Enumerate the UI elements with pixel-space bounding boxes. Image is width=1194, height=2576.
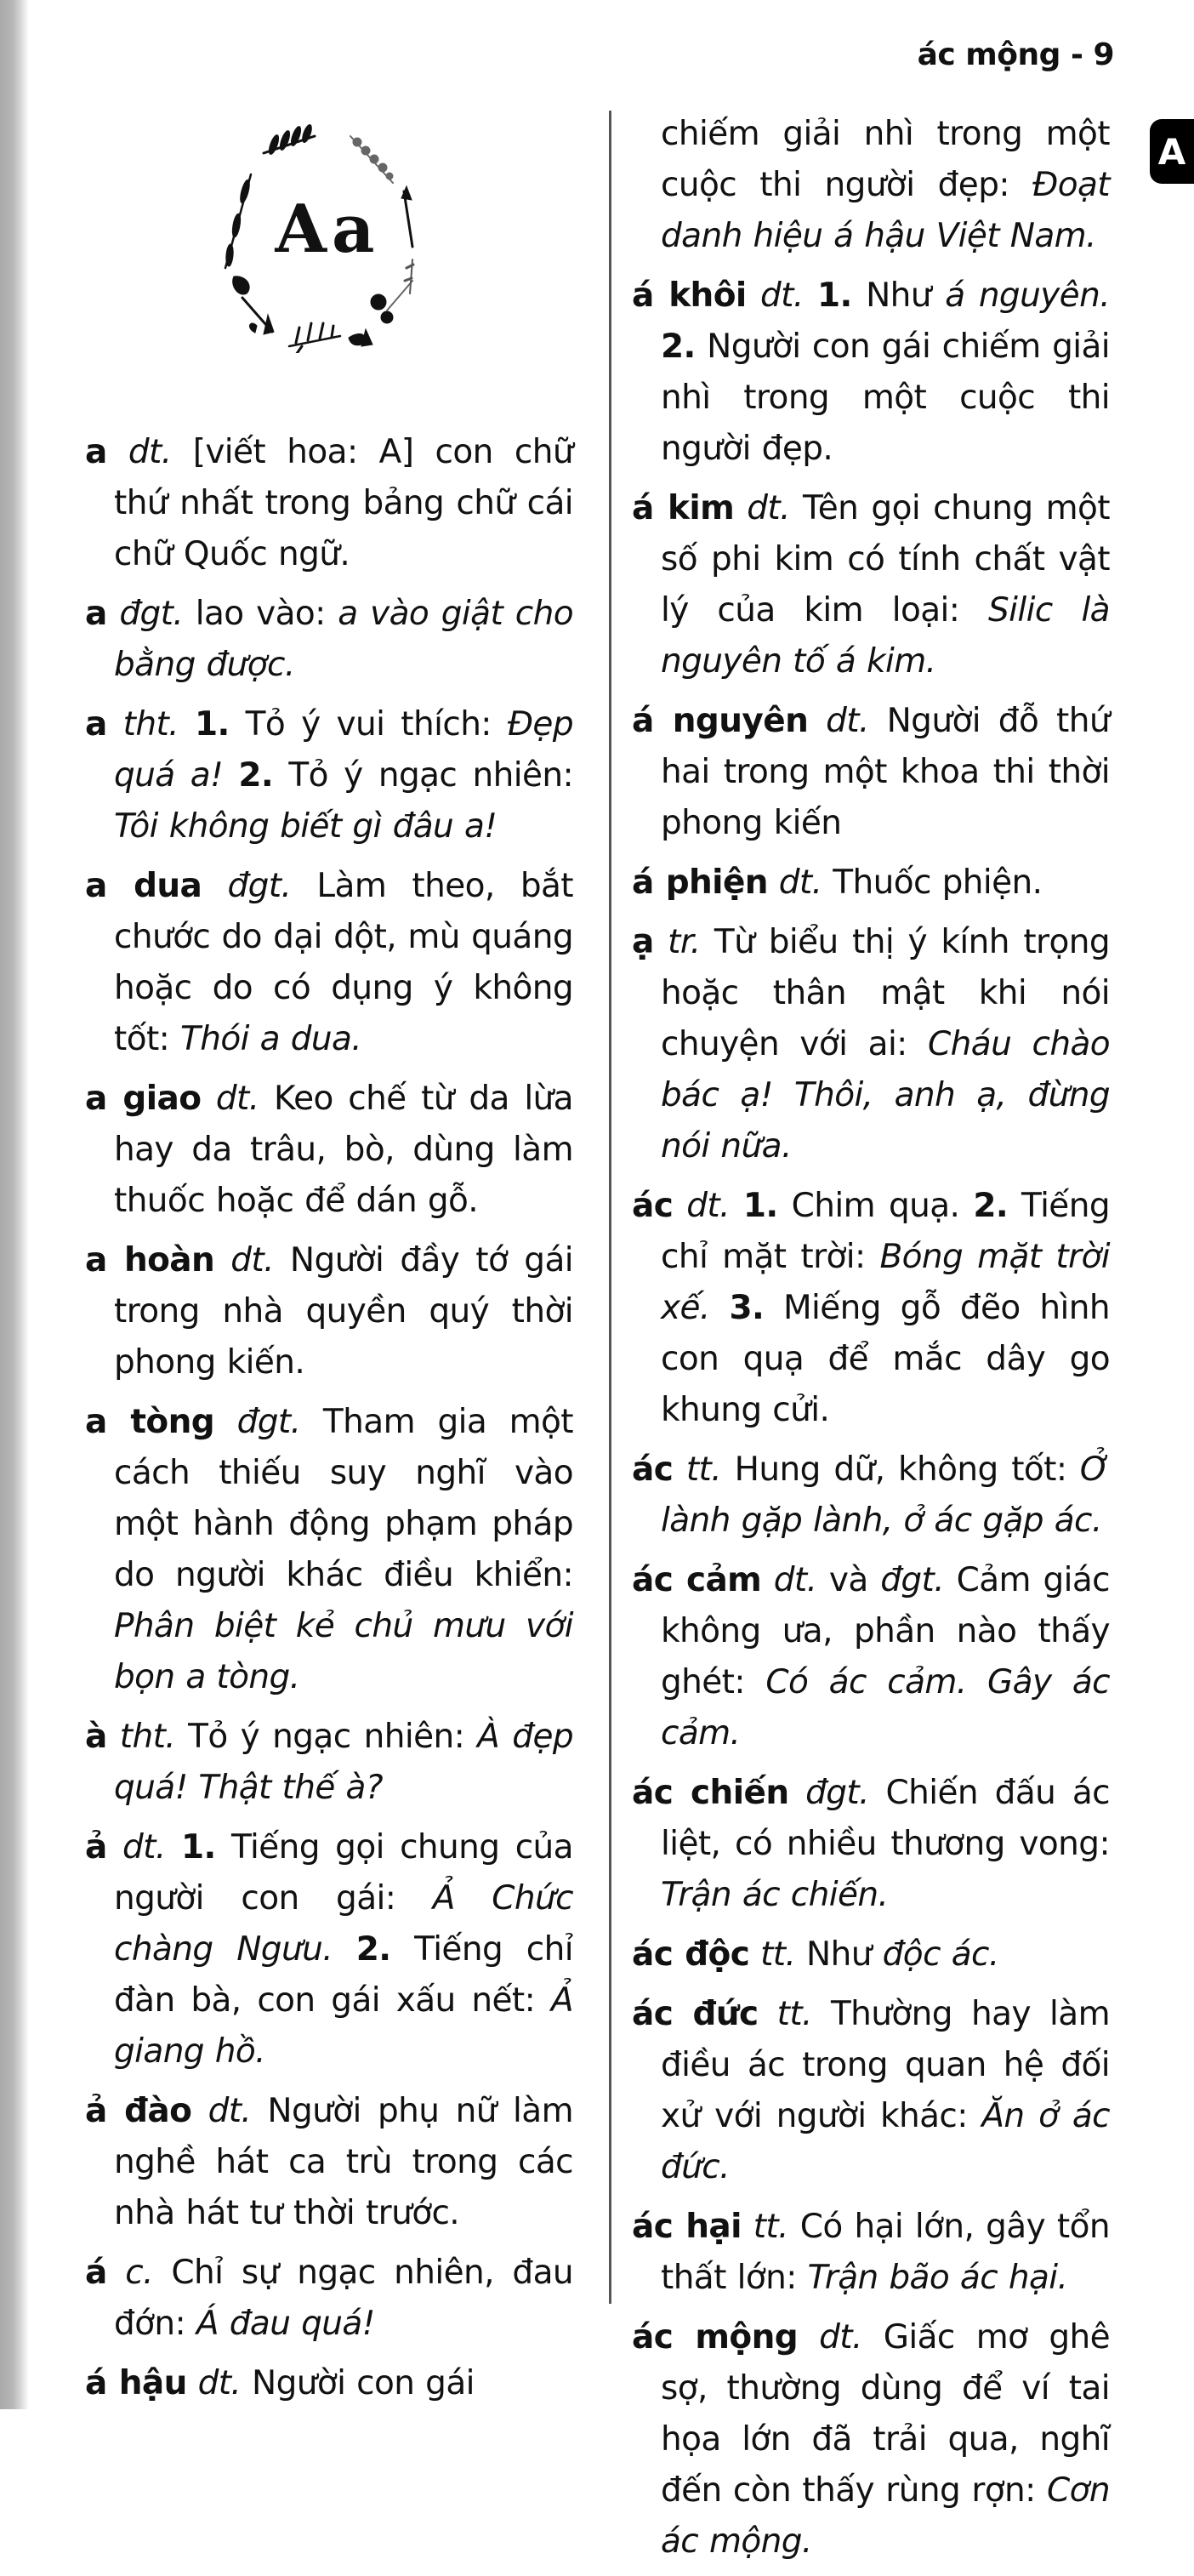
- column-divider: [609, 111, 611, 2304]
- definition-text: [673, 1187, 686, 1225]
- example: Có ác cảm. Gây ác cảm.: [661, 1663, 1110, 1752]
- headword: ả: [85, 1828, 107, 1866]
- definition-text: [166, 1828, 181, 1866]
- definition-text: [808, 702, 826, 740]
- definition-text: [187, 2364, 198, 2402]
- dictionary-entry: [632, 483, 1110, 687]
- sense-number: 2.: [661, 328, 696, 366]
- part-of-speech: dt.: [773, 1561, 817, 1599]
- headword: ả đào: [85, 2092, 192, 2130]
- right-column: [632, 109, 1110, 2576]
- example: á nguyên.: [945, 276, 1110, 315]
- headword: á hậu: [85, 2364, 187, 2402]
- part-of-speech: tht.: [119, 1718, 176, 1756]
- running-head: ác mộng - 9: [917, 37, 1114, 72]
- definition-text: [191, 2092, 208, 2130]
- definition-text: Từ biểu thị ý kính trọng hoặc thân mật khi nói chuyện với ai:: [661, 923, 1110, 1063]
- example: Ở lành gặp lành, ở ác gặp ác.: [661, 1450, 1110, 1540]
- definition-text: [749, 1935, 760, 1974]
- definition-text: Như: [851, 276, 946, 315]
- sense-number: 3.: [729, 1289, 765, 1327]
- part-of-speech: dt.: [778, 863, 822, 902]
- definition-text: [804, 276, 817, 315]
- definition-text: [789, 1774, 806, 1812]
- section-wreath: [204, 98, 451, 353]
- definition-text: [759, 1995, 777, 2033]
- part-of-speech: tt.: [685, 1450, 722, 1489]
- part-of-speech: dt.: [208, 2092, 252, 2130]
- headword: á kim: [632, 489, 735, 527]
- part-of-speech: dt.: [747, 489, 790, 527]
- dictionary-entry: [85, 1712, 573, 1814]
- definition-text: Có hại lớn, gây tổn thất lớn:: [661, 2208, 1110, 2297]
- definition-text: [333, 1930, 356, 1969]
- part-of-speech: dt.: [215, 1080, 259, 1118]
- headword: a tòng: [85, 1403, 215, 1441]
- sense-number: 1.: [742, 1187, 778, 1225]
- definition-text: Miếng gỗ đẽo hình con quạ để mắc dây go khung cửi.: [661, 1289, 1110, 1429]
- example: Thói a dua.: [179, 1020, 362, 1058]
- part-of-speech: tht.: [122, 705, 179, 744]
- headword: a: [85, 705, 107, 744]
- dictionary-entry: [632, 2202, 1110, 2304]
- headword: ác hại: [632, 2208, 742, 2246]
- example: Phân biệt kẻ chủ mưu với bọn a tòng.: [114, 1607, 573, 1696]
- definition-text: Tỏ ý ngạc nhiên:: [175, 1718, 478, 1756]
- definition-text: [107, 1718, 120, 1756]
- definition-text: Người đỗ thứ hai trong một khoa thi thời phong kiến: [661, 702, 1110, 842]
- headword: á phiện: [632, 863, 768, 902]
- definition-text: Chim quạ.: [777, 1187, 974, 1225]
- example: Trận ác chiến.: [661, 1876, 889, 1914]
- definition-text: [768, 863, 779, 902]
- dictionary-entry: [85, 427, 573, 580]
- headword: à: [85, 1718, 107, 1756]
- definition-text: Người phụ nữ làm nghề hát ca trù trong các nhà hát tư thời trước.: [114, 2092, 573, 2232]
- dictionary-entry: [85, 1822, 573, 2077]
- dictionary-entry: [632, 1989, 1110, 2193]
- definition-text: Chiến đấu ác liệt, có nhiều thương vong:: [661, 1774, 1110, 1863]
- definition-text: [107, 595, 120, 633]
- headword: a dua: [85, 867, 202, 905]
- headword: á khôi: [632, 276, 747, 315]
- definition-text: [107, 433, 128, 471]
- headword: a: [85, 595, 107, 633]
- example: À đẹp quá! Thật thế à?: [114, 1718, 573, 1807]
- sense-number: 2.: [355, 1930, 391, 1969]
- example: Ăn ở ác đức.: [661, 2097, 1110, 2186]
- definition-text: [798, 2318, 819, 2357]
- sense-number: 1.: [180, 1828, 216, 1866]
- definition-text: Người đầy tớ gái trong nhà quyền quý thời phong kiến.: [114, 1241, 573, 1382]
- headword: á: [85, 2254, 107, 2292]
- part-of-speech: tt.: [753, 2208, 788, 2246]
- headword: ác đức: [632, 1995, 759, 2033]
- definition-text: Tên gọi chung một số phi kim có tính chất vật lý của kim loại:: [661, 489, 1110, 630]
- definition-text: Tỏ ý vui thích:: [229, 705, 508, 744]
- example: Trận bão ác hại.: [807, 2259, 1068, 2297]
- part-of-speech: dt.: [128, 433, 172, 471]
- definition-text: [201, 1080, 216, 1118]
- definition-text: Chỉ sự ngạc nhiên, đau đớn:: [114, 2254, 573, 2343]
- definition-text: [673, 1450, 686, 1489]
- headword: a hoàn: [85, 1241, 215, 1279]
- definition-text: [742, 2208, 753, 2246]
- definition-text: Tiếng chỉ đàn bà, con gái xấu nết:: [114, 1930, 573, 2020]
- sense-number: 2.: [973, 1187, 1009, 1225]
- dictionary-entry: [85, 1397, 573, 1703]
- definition-text: lao vào:: [183, 595, 338, 633]
- dictionary-entry: [85, 1235, 573, 1388]
- part-of-speech: đgt.: [119, 595, 184, 633]
- left-column: [85, 427, 573, 2418]
- dictionary-entry: [632, 696, 1110, 849]
- example: Ả Chức chàng Ngưu.: [114, 1879, 573, 1969]
- dictionary-entry: [632, 1929, 1110, 1980]
- example: Á đau quá!: [196, 2305, 375, 2343]
- example: độc ác.: [882, 1935, 999, 1974]
- dictionary-entry: [632, 271, 1110, 475]
- definition-text: [734, 489, 747, 527]
- definition-text: [730, 1187, 743, 1225]
- headword: a giao: [85, 1080, 202, 1118]
- definition-text: Thuốc phiện.: [822, 863, 1043, 902]
- headword: ác: [632, 1450, 674, 1489]
- dictionary-entry: [632, 1768, 1110, 1921]
- book-spine-shadow: [0, 0, 29, 2409]
- definition-text: [710, 1289, 730, 1327]
- example: Ả giang hồ.: [114, 1981, 573, 2071]
- dictionary-entry: [632, 1555, 1110, 1759]
- definition-text: [179, 705, 195, 744]
- dictionary-entry: [85, 589, 573, 691]
- headword: ác cảm: [632, 1561, 762, 1599]
- headword: á nguyên: [632, 702, 809, 740]
- headword: ác chiến: [632, 1774, 789, 1812]
- definition-text: Cảm giác không ưa, phần nào thấy ghét:: [661, 1561, 1110, 1701]
- dictionary-entry: [632, 1445, 1110, 1547]
- part-of-speech: c.: [125, 2254, 153, 2292]
- example: Bóng mặt trời xế.: [661, 1238, 1110, 1327]
- headword: a: [85, 433, 107, 471]
- dictionary-entry: [85, 2086, 573, 2239]
- part-of-speech: tr.: [668, 923, 701, 961]
- definition-text: [107, 2254, 126, 2292]
- part-of-speech: dt.: [826, 702, 869, 740]
- dictionary-entry: [85, 699, 573, 852]
- definition-text: Tiếng gọi chung của người con gái:: [114, 1828, 573, 1918]
- definition-text: [107, 705, 123, 744]
- definition-text: [223, 756, 238, 795]
- dictionary-entry: [632, 858, 1110, 909]
- definition-text: Thường hay làm điều ác trong quan hệ đối xử với người khác:: [661, 1995, 1110, 2135]
- dictionary-entry: [632, 1181, 1110, 1436]
- example: Silic là nguyên tố á kim.: [661, 591, 1110, 681]
- definition-text: Như: [795, 1935, 883, 1974]
- definition-text: Người con gái chiếm giải nhì trong một cuộc thi người đẹp.: [661, 328, 1110, 468]
- dictionary-entry: [85, 2248, 573, 2350]
- definition-text: Tham gia một cách thiếu suy nghĩ vào một hành động phạm pháp do người khác điều khiển:: [114, 1403, 573, 1594]
- part-of-speech: dt.: [760, 276, 804, 315]
- sense-number: 1.: [817, 276, 852, 315]
- part-of-speech: đgt.: [805, 1774, 869, 1812]
- part-of-speech: tt.: [760, 1935, 796, 1974]
- example: Đoạt danh hiệu á hậu Việt Nam.: [661, 166, 1110, 255]
- headword: ạ: [632, 923, 654, 961]
- definition-text: [viết hoa: A] con chữ thứ nhất trong bảng chữ cái chữ Quốc ngữ.: [114, 433, 573, 573]
- definition-text: [202, 867, 227, 905]
- part-of-speech: đgt.: [227, 867, 292, 905]
- headword: ác mộng: [632, 2318, 799, 2357]
- part-of-speech: dt.: [122, 1828, 166, 1866]
- example: Tôi không biết gì đâu a!: [114, 807, 498, 846]
- dictionary-entry: [85, 2358, 573, 2409]
- definition-text: chiếm giải nhì trong một cuộc thi người đẹp:: [661, 115, 1110, 204]
- sense-number: 1.: [194, 705, 230, 744]
- definition-text: [654, 923, 668, 961]
- part-of-speech: tt.: [776, 1995, 812, 2033]
- part-of-speech: dt.: [197, 2364, 242, 2402]
- definition-text: [747, 276, 760, 315]
- definition-text: Giấc mơ ghê sợ, thường dùng để ví tai họa lớn đã trải qua, nghĩ đến còn thấy rùng rợn:: [661, 2318, 1110, 2510]
- example: Cơn ác mộng.: [661, 2471, 1110, 2561]
- definition-text: [214, 1241, 230, 1279]
- headword: ác độc: [632, 1935, 750, 1974]
- part-of-speech: đgt.: [880, 1561, 945, 1599]
- definition-text: Tỏ ý ngạc nhiên:: [273, 756, 573, 795]
- dictionary-entry: [632, 2312, 1110, 2567]
- part-of-speech: dt.: [230, 1241, 274, 1279]
- example: a vào giật cho bằng được.: [114, 595, 573, 684]
- definition-text: và: [816, 1561, 881, 1599]
- thumb-index-tab: [1150, 119, 1194, 184]
- definition-text: [761, 1561, 774, 1599]
- dictionary-entry: [85, 861, 573, 1065]
- definition-text: Hung dữ, không tốt:: [721, 1450, 1080, 1489]
- definition-text: [107, 1828, 122, 1866]
- dictionary-entry: [85, 1074, 573, 1227]
- dictionary-entry: [632, 917, 1110, 1172]
- definition-text: Tiếng chỉ mặt trời:: [661, 1187, 1110, 1276]
- definition-text: Keo chế từ da lừa hay da trâu, bò, dùng làm thuốc hoặc để dán gỗ.: [114, 1080, 573, 1220]
- definition-text: [214, 1403, 237, 1441]
- section-letter-heading: Aa: [275, 190, 380, 268]
- example: Cháu chào bác ạ! Thôi, anh ạ, đừng nói nữa.: [661, 1025, 1110, 1165]
- part-of-speech: dt.: [819, 2318, 862, 2357]
- dictionary-entry-continuation: [632, 109, 1110, 262]
- part-of-speech: đgt.: [236, 1403, 301, 1441]
- sense-number: 2.: [238, 756, 274, 795]
- definition-text: Người con gái: [241, 2364, 475, 2402]
- thumb-tab-letter: A: [1157, 130, 1186, 173]
- headword: ác: [632, 1187, 674, 1225]
- definition-text: Làm theo, bắt chước do dại dột, mù quáng hoặc do có dụng ý không tốt:: [114, 867, 573, 1058]
- part-of-speech: dt.: [686, 1187, 730, 1225]
- example: Đẹp quá a!: [114, 705, 573, 795]
